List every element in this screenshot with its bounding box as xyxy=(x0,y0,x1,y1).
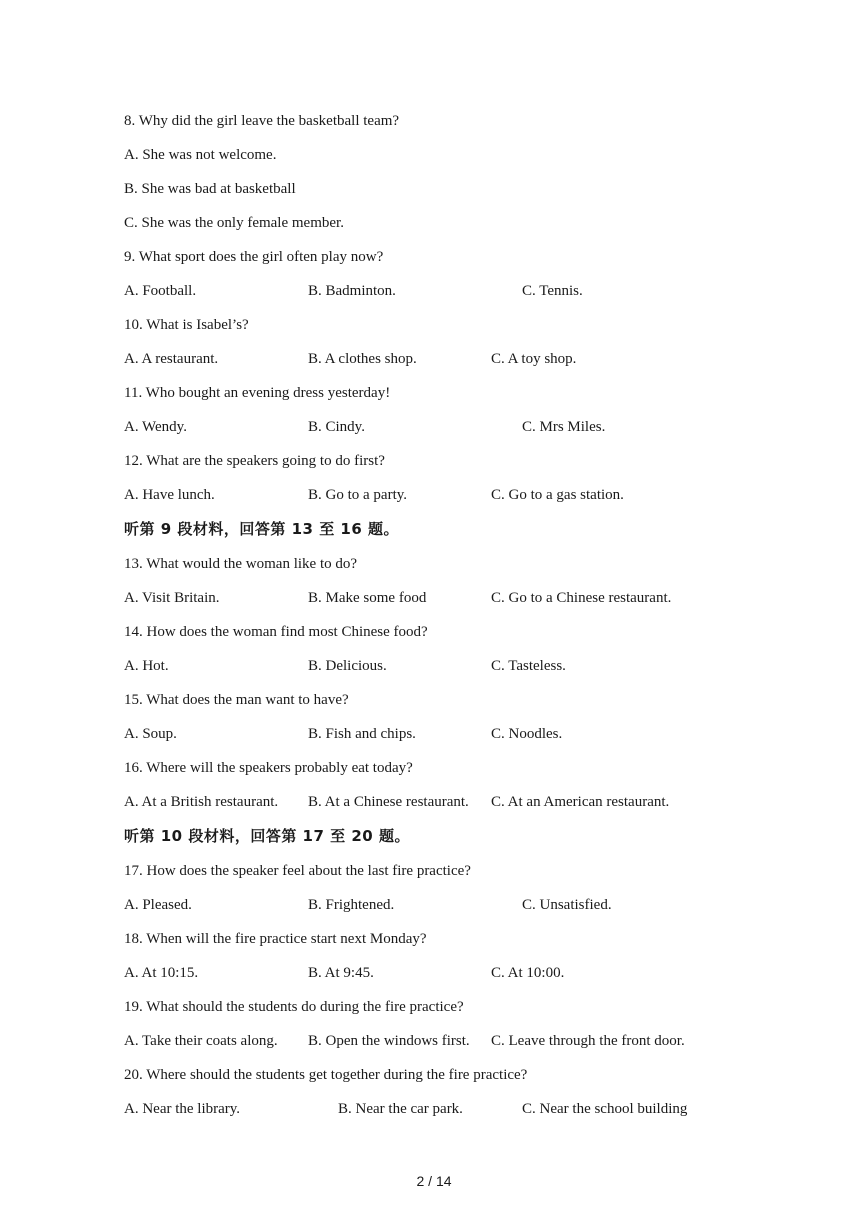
question-14-stem: 14. How does the woman find most Chinese food? xyxy=(124,624,428,640)
question-14-option-a: A. Hot. xyxy=(124,658,169,674)
question-20-stem: 20. Where should the students get together during the fire practice? xyxy=(124,1067,528,1083)
question-13-option-b: B. Make some food xyxy=(308,590,427,606)
question-9-option-a: A. Football. xyxy=(124,283,197,299)
question-10-option-b: B. A clothes shop. xyxy=(308,351,417,367)
question-8-option-b: B. She was bad at basketball xyxy=(124,181,296,197)
question-10-option-c: C. A toy shop. xyxy=(491,351,577,367)
section-9-instruction: 听第 9 段材料，回答第 13 至 16 题。 xyxy=(124,520,400,538)
question-18-stem: 18. When will the fire practice start next Monday? xyxy=(124,931,427,947)
question-19-stem: 19. What should the students do during the fire practice? xyxy=(124,999,464,1015)
question-14-option-b: B. Delicious. xyxy=(308,658,387,674)
question-9-option-c: C. Tennis. xyxy=(522,283,583,299)
question-12-stem: 12. What are the speakers going to do first? xyxy=(124,453,385,469)
question-20-option-b: B. Near the car park. xyxy=(338,1101,463,1117)
question-11-option-b: B. Cindy. xyxy=(308,419,365,435)
question-10-option-a: A. A restaurant. xyxy=(124,351,219,367)
question-12-option-c: C. Go to a gas station. xyxy=(491,487,624,503)
question-20-option-c: C. Near the school building xyxy=(522,1101,688,1117)
question-19-option-a: A. Take their coats along. xyxy=(124,1033,278,1049)
question-17-option-c: C. Unsatisfied. xyxy=(522,897,612,913)
question-8-stem: 8. Why did the girl leave the basketball team? xyxy=(124,113,400,129)
question-11-option-c: C. Mrs Miles. xyxy=(522,419,606,435)
question-16-option-b: B. At a Chinese restaurant. xyxy=(308,794,469,810)
question-18-option-b: B. At 9:45. xyxy=(308,965,374,981)
question-9-option-b: B. Badminton. xyxy=(308,283,396,299)
question-11-stem: 11. Who bought an evening dress yesterday! xyxy=(124,385,391,401)
question-9-stem: 9. What sport does the girl often play now? xyxy=(124,249,384,265)
question-15-stem: 15. What does the man want to have? xyxy=(124,692,349,708)
question-15-option-c: C. Noodles. xyxy=(491,726,563,742)
question-11-option-a: A. Wendy. xyxy=(124,419,187,435)
question-8-option-a: A. She was not welcome. xyxy=(124,147,277,163)
question-13-stem: 13. What would the woman like to do? xyxy=(124,556,358,572)
question-19-option-c: C. Leave through the front door. xyxy=(491,1033,685,1049)
question-15-option-a: A. Soup. xyxy=(124,726,177,742)
question-17-option-a: A. Pleased. xyxy=(124,897,192,913)
question-16-stem: 16. Where will the speakers probably eat today? xyxy=(124,760,413,776)
question-18-option-c: C. At 10:00. xyxy=(491,965,565,981)
section-10-instruction: 听第 10 段材料，回答第 17 至 20 题。 xyxy=(124,827,410,845)
question-14-option-c: C. Tasteless. xyxy=(491,658,566,674)
question-13-option-c: C. Go to a Chinese restaurant. xyxy=(491,590,672,606)
question-10-stem: 10. What is Isabel’s? xyxy=(124,317,249,333)
question-8-option-c: C. She was the only female member. xyxy=(124,215,344,231)
question-12-option-a: A. Have lunch. xyxy=(124,487,215,503)
question-19-option-b: B. Open the windows first. xyxy=(308,1033,470,1049)
question-17-stem: 17. How does the speaker feel about the last fire practice? xyxy=(124,863,471,879)
question-15-option-b: B. Fish and chips. xyxy=(308,726,416,742)
question-13-option-a: A. Visit Britain. xyxy=(124,590,220,606)
question-17-option-b: B. Frightened. xyxy=(308,897,395,913)
question-18-option-a: A. At 10:15. xyxy=(124,965,199,981)
question-16-option-a: A. At a British restaurant. xyxy=(124,794,279,810)
question-16-option-c: C. At an American restaurant. xyxy=(491,794,670,810)
question-20-option-a: A. Near the library. xyxy=(124,1101,241,1117)
question-12-option-b: B. Go to a party. xyxy=(308,487,408,503)
page-number: 2 / 14 xyxy=(416,1173,452,1189)
